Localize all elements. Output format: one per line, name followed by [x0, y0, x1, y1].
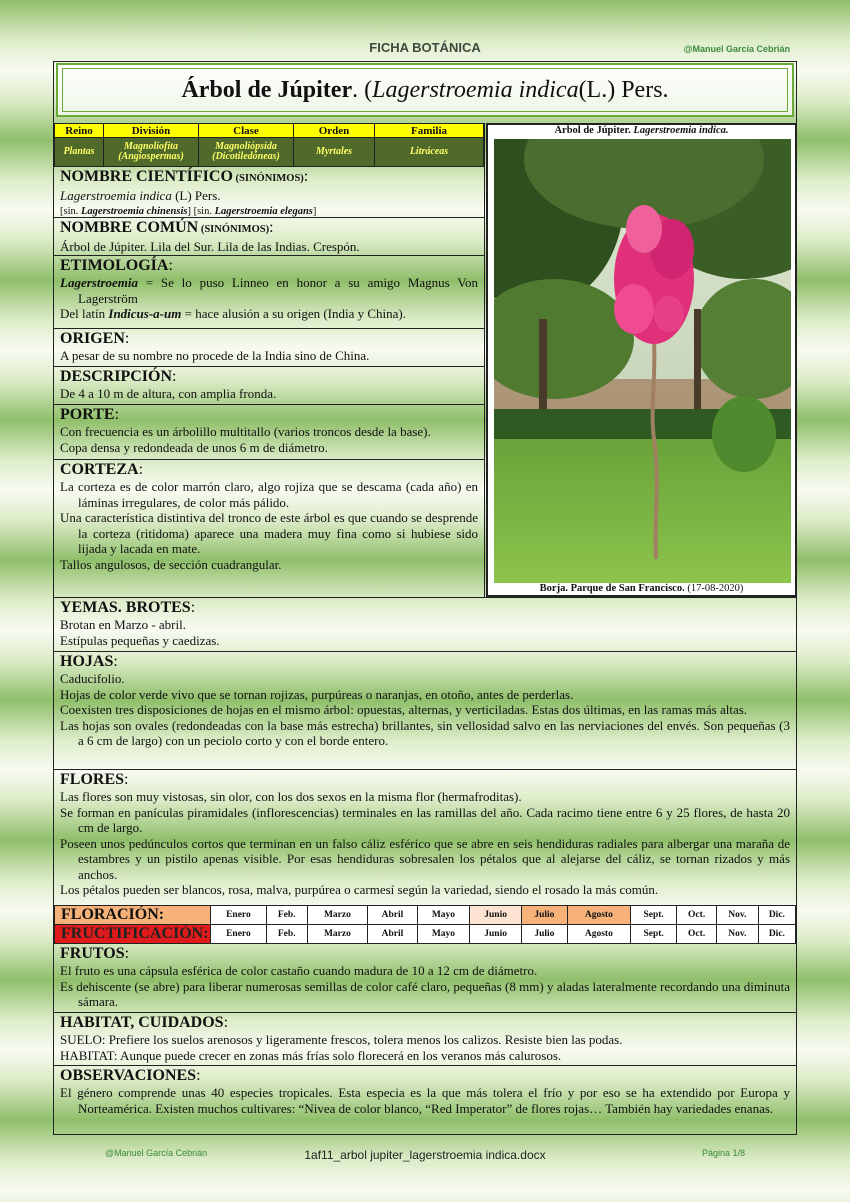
photo-caption-top	[488, 125, 795, 136]
taxonomy-value-reino: Plantas	[55, 138, 104, 167]
taxonomy-value-familia: Litráceas	[375, 138, 484, 167]
taxonomy-header-clase: Clase	[199, 124, 294, 138]
fructificacion-month: Feb.	[266, 925, 307, 944]
hojas-line: Coexisten tres disposiciones de hojas en el mismo árbol: opuestas, alternas, y verticiladas. Estas dos últimas, en las ramas más altas.	[60, 702, 748, 717]
etymology-line-1	[60, 275, 478, 306]
common-names-text: Árbol de Júpiter. Lila del Sur. Lila de las Indias. Crespón.	[60, 239, 360, 254]
corteza-line: La corteza es de color marrón claro, algo rojiza que se descama (cada año) en láminas irregulares, de color más pálido.	[60, 479, 478, 510]
hojas-line: Las hojas son ovales (redondeadas con la base más estrecha) brillantes, sin vellosidad salvo en las nerviaciones del envés. Son pequeñas (3 a 6 cm de largo) con un peciolo corto y con el borde entero.	[60, 717, 790, 748]
heading-colon: :	[114, 406, 120, 423]
taxonomy-value-orden: Myrtales	[294, 138, 375, 167]
photo-caption-top-name: Árbol de Júpiter.	[554, 125, 634, 136]
heading-colon: :	[269, 219, 274, 236]
yemas-line: Estípulas pequeñas y caedizas.	[60, 632, 220, 648]
synonym-2: Lagerstroemia elegans	[214, 205, 313, 217]
etymology-term-1: Lagerstroemia	[60, 275, 138, 290]
observaciones-line: El género comprende unas 40 especies tropicales. Esta especia es la que más tolera el frío y por eso se ha extendido por Europa y Norteamérica. Existen muchos cultivares: “Nivea de color blanco, “Red Imperator” de flores rojas… También hay variedades enanas.	[60, 1085, 790, 1116]
heading-nombre-comun	[60, 219, 478, 239]
heading-flores	[60, 771, 790, 789]
fructificacion-month: Agosto	[567, 925, 630, 944]
fructificacion-month: Julio	[521, 925, 567, 944]
title-box	[56, 63, 794, 117]
heading-observaciones	[60, 1067, 790, 1085]
syn-mid: ] [sin.	[187, 205, 215, 217]
heading-colon: :	[138, 461, 144, 478]
corteza-line: Una característica distintiva del tronco de este árbol es que cuando se desprende la corteza (ritidoma) aparece una madera muy fina como si hubiese sido lijada y lacada en mate.	[60, 510, 478, 556]
heading-hojas	[60, 653, 790, 671]
heading-text: ETIMOLOGÍA	[60, 257, 169, 274]
syn-pre: [sin.	[60, 205, 81, 217]
floracion-month: Enero	[211, 906, 267, 925]
heading-text: DESCRIPCIÓN	[60, 368, 173, 385]
floracion-month: Marzo	[307, 906, 368, 925]
heading-text: YEMAS. BROTES	[60, 599, 191, 616]
heading-text: HOJAS	[60, 653, 114, 670]
heading-colon: :	[124, 771, 129, 788]
fructificacion-row	[55, 925, 796, 944]
heading-sub: (SINÓNIMOS)	[198, 224, 270, 235]
heading-colon: :	[172, 368, 177, 385]
hojas-line: Hojas de color verde vivo que se tornan rojizas, purpúreas o naranjas, en otoño, antes de perderlas.	[60, 686, 574, 702]
heading-text: HABITAT, CUIDADOS	[60, 1014, 224, 1031]
taxonomy-value-row	[55, 138, 484, 167]
habitat-line: SUELO: Prefiere los suelos arenosos y ligeramente frescos, tolera menos los calizos. Resiste bien las podas.	[60, 1032, 623, 1047]
footer-filename: 1af11_arbol jupiter_lagerstroemia indica.docx	[304, 1148, 546, 1162]
frutos-line: Es dehiscente (se abre) para liberar numerosas semillas de color café claro, pequeñas (8 mm) y aladas lateralmente recordando una diminuta sámara.	[60, 978, 790, 1009]
section-yemas	[54, 597, 796, 651]
floracion-row	[55, 906, 796, 925]
heading-colon: :	[190, 599, 196, 616]
taxonomy-header-reino: Reino	[55, 124, 104, 138]
porte-line: Con frecuencia es un árbolillo multitallo (varios troncos desde la base).	[60, 424, 431, 439]
heading-nombre-cientifico	[60, 168, 478, 188]
section-habitat	[54, 1012, 796, 1065]
page-title	[62, 68, 788, 112]
heading-colon: :	[223, 1014, 229, 1031]
photo-panel	[486, 123, 797, 597]
scientific-authority: (L) Pers.	[171, 188, 221, 203]
floracion-month: Abril	[368, 906, 417, 925]
taxonomy-header-familia: Familia	[375, 124, 484, 138]
photo-caption-top-scientific: Lagerstroemia indica.	[633, 125, 729, 136]
heading-sub: (SINÓNIMOS)	[232, 173, 304, 184]
tree-photo	[494, 139, 791, 583]
floracion-month: Julio	[521, 906, 567, 925]
taxonomy-table	[54, 123, 484, 167]
etymology-text-2: = hace alusión a su origen (India y China).	[181, 306, 407, 321]
taxonomy-header-orden: Orden	[294, 124, 375, 138]
fructificacion-month: Junio	[470, 925, 522, 944]
heading-text: OBSERVACIONES	[60, 1067, 197, 1084]
taxonomy-header-division: División	[104, 124, 199, 138]
taxonomy-value-division: Magnoliofita (Angiospermas)	[104, 138, 199, 167]
heading-text: NOMBRE COMÚN	[60, 219, 199, 236]
photo-caption-bottom-place: Borja. Parque de San Francisco.	[539, 583, 685, 594]
photo-caption-bottom-date: (17-08-2020)	[684, 583, 744, 594]
section-corteza	[54, 459, 484, 597]
fructificacion-label: FRUCTIFICACIÓN:	[55, 925, 211, 944]
yemas-line: Brotan en Marzo - abril.	[60, 617, 186, 632]
section-observaciones	[54, 1065, 796, 1134]
frutos-line: El fruto es una cápsula esférica de color castaño cuando madura de 10 a 12 cm de diámetro.	[60, 963, 538, 978]
flores-line: Los pétalos pueden ser blancos, rosa, malva, purpúrea o carmesí según la variedad, siendo el rosado la más común.	[60, 882, 659, 897]
habitat-line: HABITAT: Aunque puede crecer en zonas más frías solo florecerá en los veranos más calurosos.	[60, 1047, 562, 1063]
fructificacion-month: Enero	[211, 925, 267, 944]
document-header-title: FICHA BOTÁNICA	[369, 40, 481, 55]
floracion-month: Dic.	[758, 906, 795, 925]
fructificacion-month: Abril	[368, 925, 417, 944]
flores-line: Se forman en panículas piramidales (inflorescencias) terminales en las ramillas del año. Cada racimo tiene entre 6 y 25 flores, de hasta 20 cm de largo.	[60, 804, 790, 835]
heading-colon: :	[113, 653, 118, 670]
heading-text: CORTEZA	[60, 461, 139, 478]
heading-origen	[60, 330, 478, 348]
footer-author: @Manuel García Cebrián	[105, 1148, 208, 1158]
fructificacion-month: Nov.	[716, 925, 758, 944]
heading-text: NOMBRE CIENTÍFICO	[60, 168, 233, 185]
floracion-month: Sept.	[630, 906, 676, 925]
section-nombre-comun	[54, 217, 484, 255]
origin-text: A pesar de su nombre no procede de la India sino de China.	[60, 348, 370, 363]
flores-line: Las flores son muy vistosas, sin olor, con los dos sexos en la misma flor (hermafroditas).	[60, 789, 522, 804]
title-scientific-name: Lagerstroemia indica	[372, 76, 579, 103]
section-descripcion	[54, 366, 484, 404]
fructificacion-month: Dic.	[758, 925, 795, 944]
heading-colon: :	[168, 257, 173, 274]
heading-text: ORIGEN	[60, 330, 125, 347]
section-hojas	[54, 651, 796, 769]
corteza-line: Tallos angulosos, de sección cuadrangular.	[60, 556, 282, 572]
section-frutos	[54, 943, 796, 1012]
fructificacion-month: Marzo	[307, 925, 368, 944]
heading-etimologia	[60, 257, 478, 275]
etymology-pre-2: Del latín	[60, 306, 109, 321]
heading-porte	[60, 406, 478, 424]
footer-page-number: Página 1/8	[701, 1148, 745, 1158]
fructificacion-month: Oct.	[677, 925, 717, 944]
floracion-month: Nov.	[716, 906, 758, 925]
heading-text: FLORES	[60, 771, 125, 788]
hojas-line: Caducifolio.	[60, 671, 125, 686]
title-authority: (L.) Pers.	[578, 76, 669, 103]
section-origen	[54, 328, 484, 366]
etymology-text-1: = Se lo puso Linneo en honor a su amigo Magnus Von Lagerström	[78, 275, 478, 306]
section-etimologia	[54, 255, 484, 328]
floracion-month: Junio	[470, 906, 522, 925]
heading-text: PORTE	[60, 406, 115, 423]
porte-line: Copa densa y redondeada de unos 6 m de diámetro.	[60, 439, 328, 455]
section-nombre-cientifico	[54, 166, 484, 217]
scientific-name-line	[60, 188, 478, 204]
title-separator: . (	[352, 76, 373, 103]
fructificacion-month: Sept.	[630, 925, 676, 944]
synonym-1: Lagerstroemia chinensis	[81, 205, 188, 217]
header-author: @Manuel García Cebrián	[683, 44, 790, 54]
syn-post: ]	[312, 205, 317, 217]
title-common-name: Árbol de Júpiter	[181, 76, 353, 103]
heading-colon: :	[124, 945, 130, 962]
heading-frutos	[60, 945, 790, 963]
taxonomy-header-row	[55, 124, 484, 138]
heading-colon: :	[124, 330, 130, 347]
heading-descripcion	[60, 368, 478, 386]
section-porte	[54, 404, 484, 459]
floracion-month: Agosto	[567, 906, 630, 925]
fructificacion-month: Mayo	[417, 925, 470, 944]
floracion-label: FLORACIÓN:	[55, 906, 211, 925]
heading-colon: :	[196, 1067, 201, 1084]
floracion-month: Feb.	[266, 906, 307, 925]
photo-caption-bottom	[488, 583, 795, 594]
taxonomy-value-clase: Magnoliópsida (Dicotiledóneas)	[199, 138, 294, 167]
heading-corteza	[60, 461, 478, 479]
etymology-line-2	[60, 306, 478, 322]
etymology-term-2: Indicus-a-um	[108, 306, 182, 321]
floracion-month: Oct.	[677, 906, 717, 925]
section-flores	[54, 769, 796, 905]
floracion-month: Mayo	[417, 906, 470, 925]
heading-yemas	[60, 599, 790, 617]
column-divider	[484, 123, 485, 597]
heading-colon: :	[303, 168, 309, 185]
flores-line: Poseen unos pedúnculos cortos que terminan en un falso cáliz esférico que se abre en seis hendiduras radiales para albergar una maraña de estambres y un pistilo apenas visible. Por esas hendiduras sobresalen los pétalos que al alejarse del cáliz, se tornan rizados y más anchos.	[60, 835, 790, 882]
scientific-name: Lagerstroemia indica	[60, 188, 172, 203]
heading-text: FRUTOS	[60, 945, 125, 962]
description-text: De 4 a 10 m de altura, con amplia fronda.	[60, 386, 277, 401]
heading-habitat	[60, 1014, 790, 1032]
floracion-calendar	[54, 905, 796, 944]
